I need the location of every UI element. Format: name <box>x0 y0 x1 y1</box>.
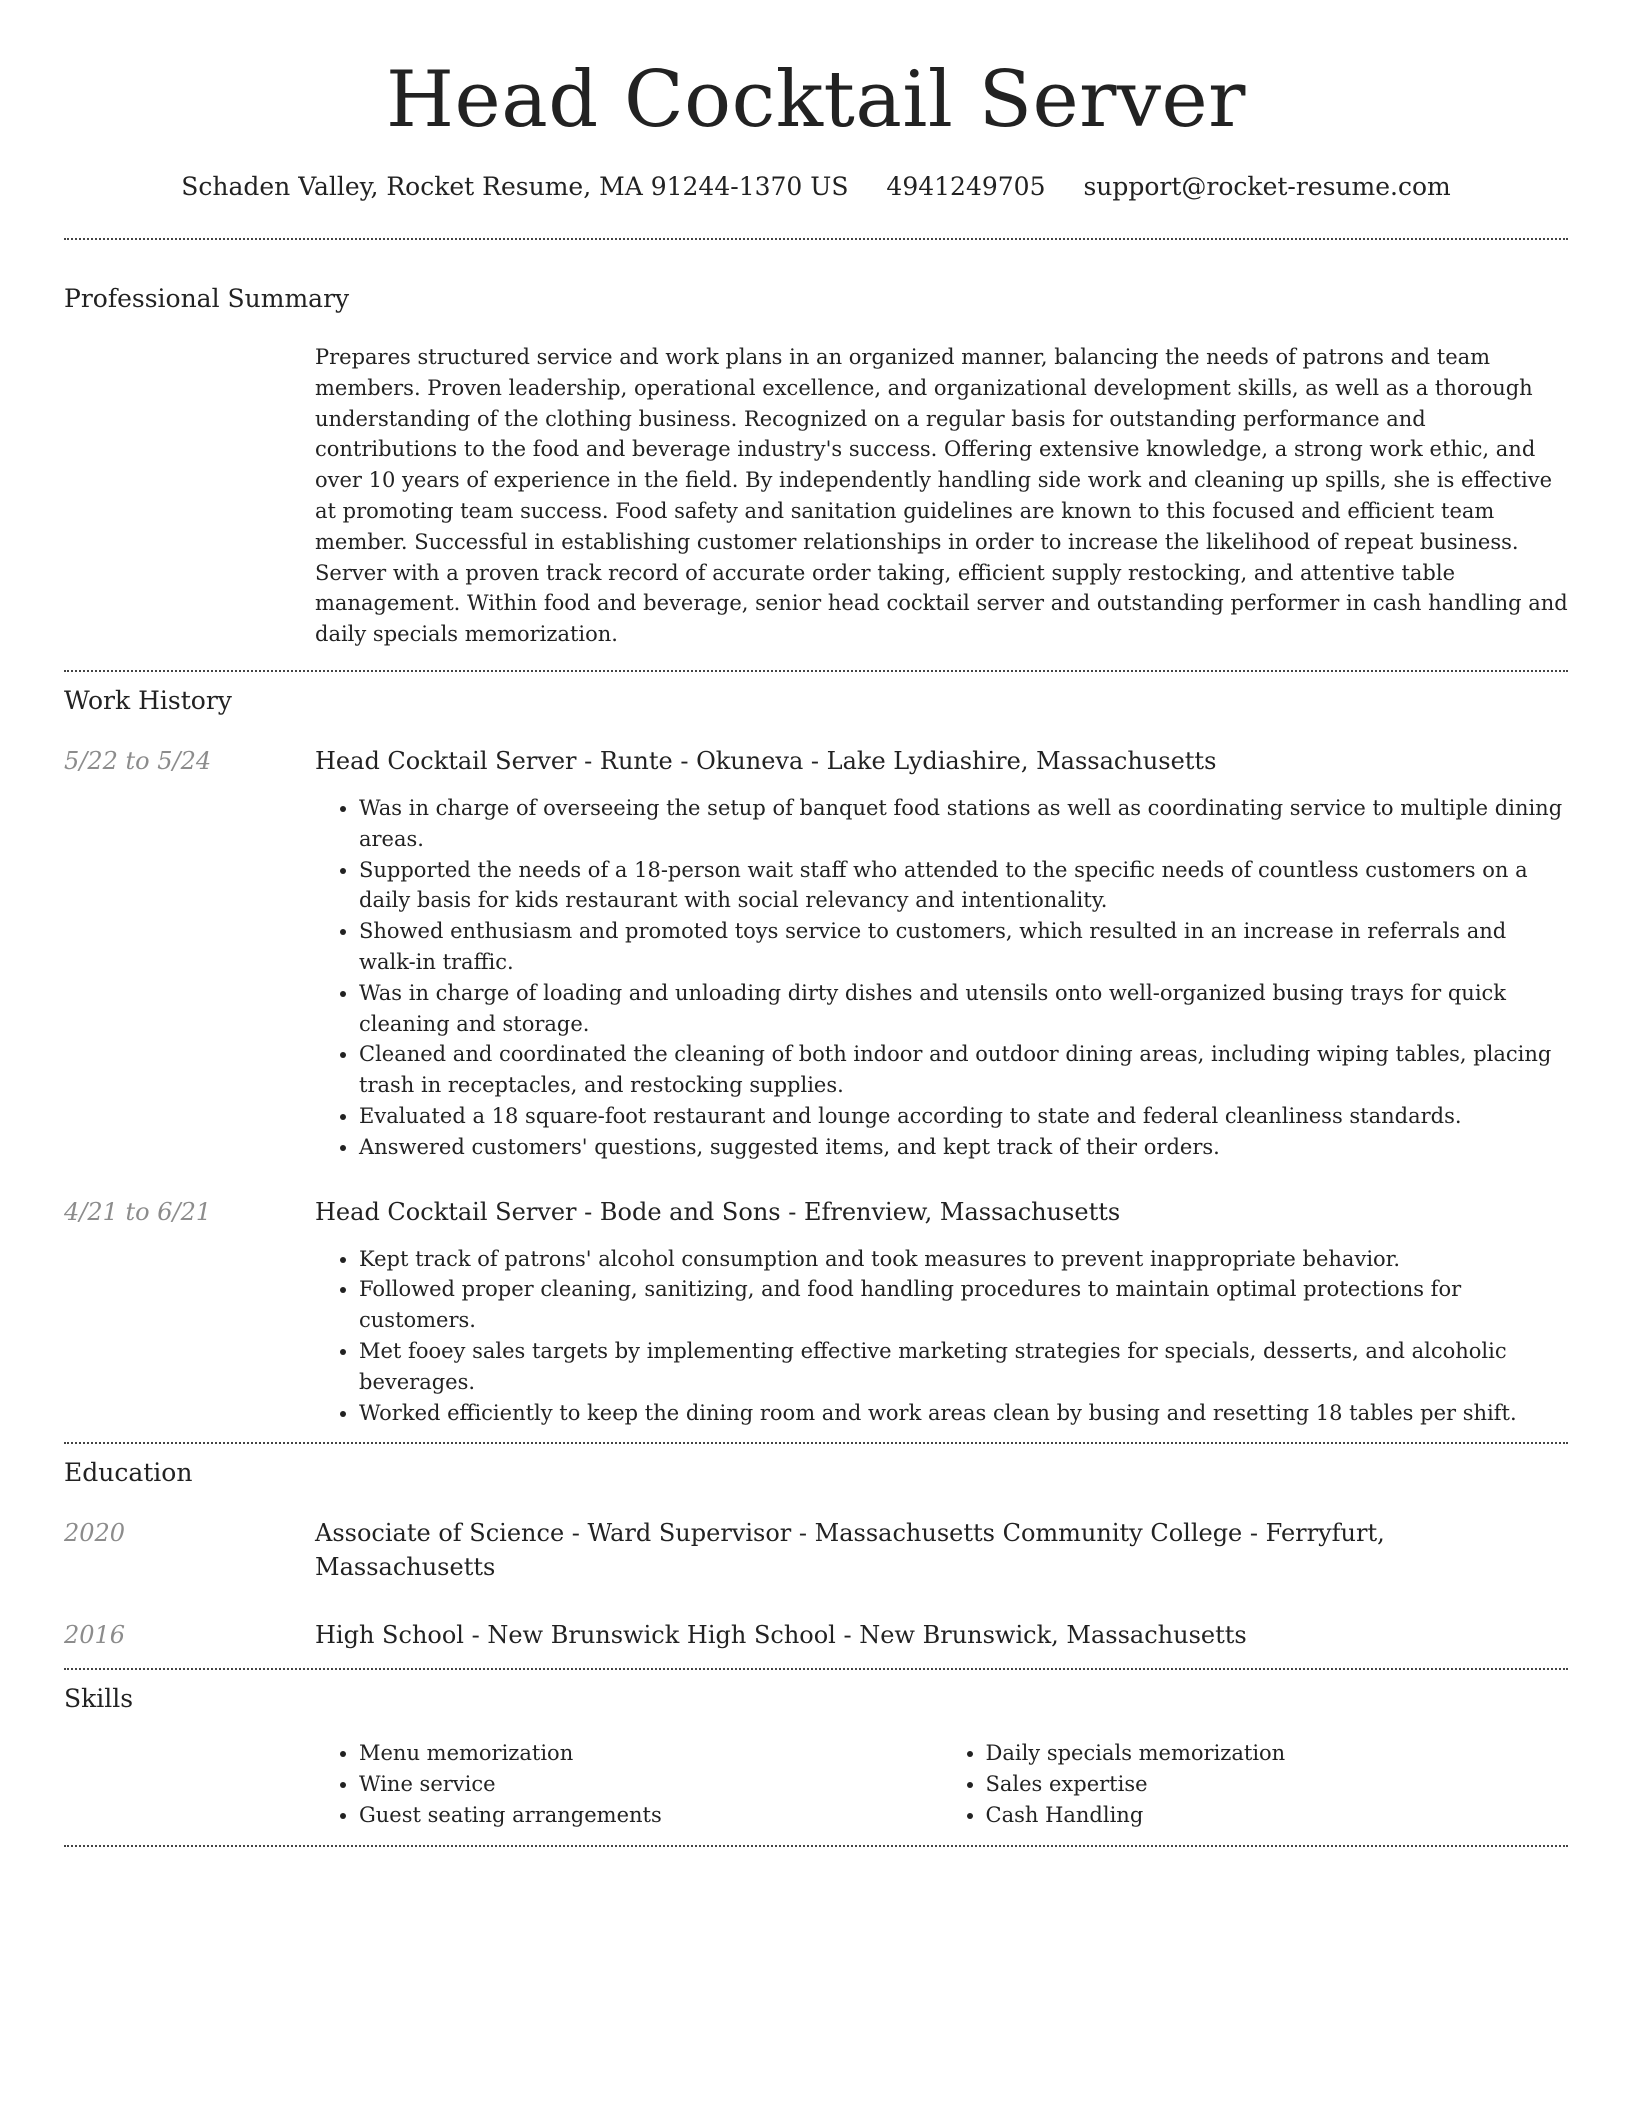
skill-item: • Sales expertise <box>986 1769 1569 1800</box>
skills-list-left <box>315 1738 942 1830</box>
list-item: • Was in charge of loading and unloading dirty dishes and utensils onto well-organized busing trays for quick cleaning and storage. <box>359 978 1568 1040</box>
skills-columns <box>315 1738 1568 1830</box>
education-entry <box>64 1516 1568 1584</box>
contact-line <box>64 170 1568 204</box>
job-details: - Runte - Okuneva - Lake Lydiashire, Massachusetts <box>576 746 1217 775</box>
list-item: • Answered customers' questions, suggested items, and kept track of their orders. <box>359 1132 1568 1163</box>
skill-item: • Wine service <box>359 1769 942 1800</box>
list-item: • Met fooey sales targets by implementing effective marketing strategies for specials, desserts, and alcoholic beverages. <box>359 1336 1568 1398</box>
job-entry <box>64 744 1568 1163</box>
contact-email: support@rocket-resume.com <box>1083 172 1451 201</box>
list-item: • Evaluated a 18 square-foot restaurant and lounge according to state and federal cleanliness standards. <box>359 1101 1568 1132</box>
skills-section <box>64 1670 1568 1844</box>
skill-item: • Cash Handling <box>986 1800 1569 1831</box>
summary-text: Prepares structured service and work plans in an organized manner, balancing the needs of patrons and team members. Proven leadership, operational excellence, and organizational development skills, as well as a thorough understanding of the clothing business. Recognized on a regular basis for outstanding performance and contributions to the food and beverage industry's success. Offering extensive knowledge, a strong work ethic, and over 10 years of experience in the field. By independently handling side work and cleaning up spills, she is effective at promoting team success. Food safety and sanitation guidelines are known to this focused and efficient team member. Successful in establishing customer relationships in order to increase the likelihood of repeat business. Server with a proven track record of accurate order taking, efficient supply restocking, and attentive table management. Within food and beverage, senior head cocktail server and outstanding performer in cash handling and daily specials memorization. <box>315 345 1568 647</box>
education-section <box>64 1444 1568 1668</box>
skill-item: • Guest seating arrangements <box>359 1800 942 1831</box>
skills-title: Skills <box>64 1684 134 1714</box>
list-item: • Kept track of patrons' alcohol consumption and took measures to prevent inappropriate behavior. <box>359 1244 1568 1275</box>
job-role: Head Cocktail Server <box>315 1197 577 1226</box>
job-heading <box>315 744 1568 778</box>
candidate-name: Head Cocktail Server <box>386 55 1246 145</box>
skills-list-right <box>942 1738 1569 1830</box>
list-item: • Showed enthusiasm and promoted toys service to customers, which resulted in an increase in referrals and walk-in traffic. <box>359 916 1568 978</box>
summary-title: Professional Summary <box>64 284 350 313</box>
work-history-title: Work History <box>64 685 232 715</box>
job-dates: 4/21 to 6/21 <box>64 1197 212 1226</box>
skill-item: • Menu memorization <box>359 1738 942 1769</box>
section-divider <box>64 1845 1568 1847</box>
resume-header <box>64 0 1568 204</box>
contact-address: Schaden Valley, Rocket Resume, MA 91244-1370 US <box>181 172 849 201</box>
education-details: High School - New Brunswick High School - New Brunswick, Massachusetts <box>315 1621 1247 1650</box>
list-item: • Was in charge of overseeing the setup of banquet food stations as well as coordinating service to multiple dining areas. <box>359 793 1568 855</box>
education-details: Associate of Science - Ward Supervisor - Massachusetts Community College - Ferryfurt, Massachusetts <box>315 1519 1385 1582</box>
list-item: • Followed proper cleaning, sanitizing, and food handling procedures to maintain optimal protections for customers. <box>359 1274 1568 1336</box>
education-year: 2016 <box>64 1621 126 1650</box>
list-item: • Cleaned and coordinated the cleaning of both indoor and outdoor dining areas, including wiping tables, placing trash in receptacles, and restocking supplies. <box>359 1039 1568 1101</box>
job-heading <box>315 1195 1568 1229</box>
job-bullets <box>315 1244 1568 1443</box>
education-entry <box>64 1618 1568 1668</box>
education-title: Education <box>64 1458 193 1488</box>
work-history-section <box>64 672 1568 1442</box>
job-dates: 5/22 to 5/24 <box>64 746 212 775</box>
job-details: - Bode and Sons - Efrenview, Massachusetts <box>576 1197 1121 1226</box>
job-entry <box>64 1195 1568 1443</box>
summary-section <box>64 240 1568 670</box>
job-bullets <box>315 793 1568 1163</box>
education-year: 2020 <box>64 1519 126 1548</box>
list-item: • Worked efficiently to keep the dining room and work areas clean by busing and resetting 18 tables per shift. <box>359 1398 1568 1429</box>
skill-item: • Daily specials memorization <box>986 1738 1569 1769</box>
list-item: • Supported the needs of a 18-person wait staff who attended to the specific needs of countless customers on a daily basis for kids restaurant with social relevancy and intentionality. <box>359 855 1568 917</box>
contact-phone: 4941249705 <box>886 172 1046 201</box>
job-role: Head Cocktail Server <box>315 746 577 775</box>
